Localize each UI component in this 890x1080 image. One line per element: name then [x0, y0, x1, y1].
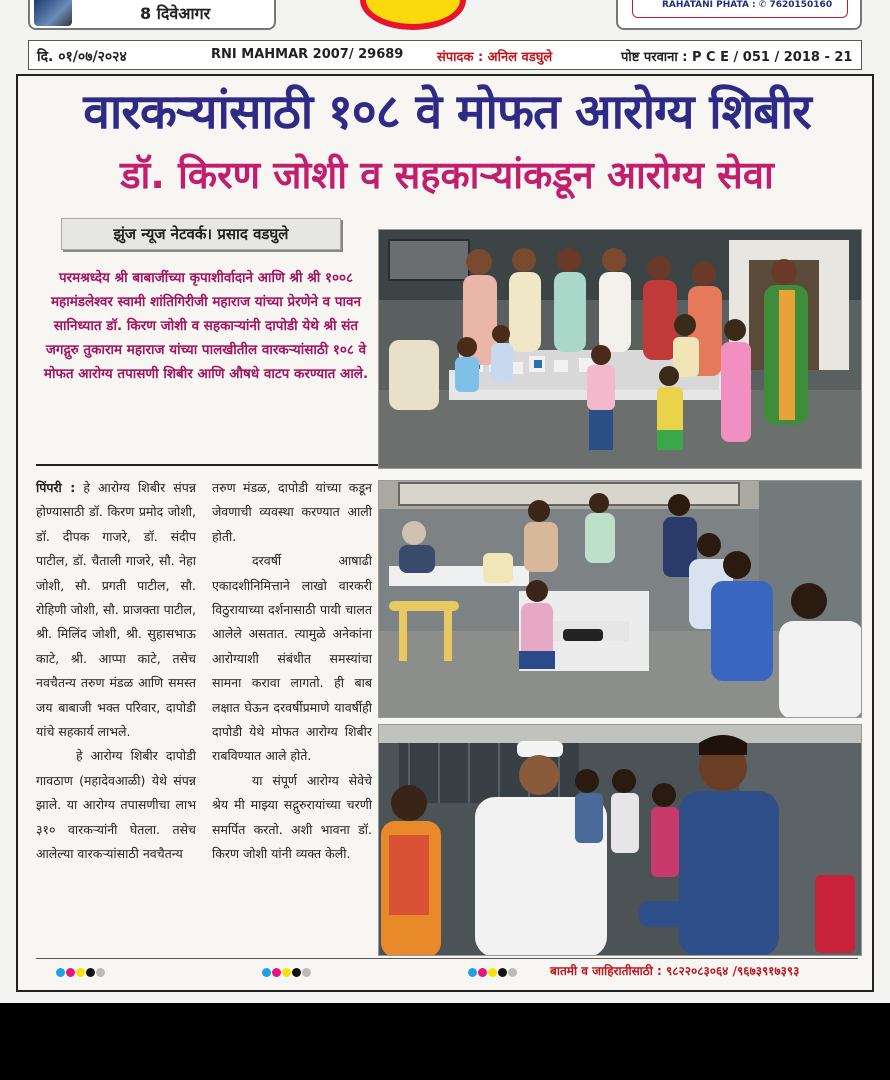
registration-dot	[488, 968, 497, 977]
column-1-paragraph-2: हे आरोग्य शिबीर दापोडी गावठाण (महादेवआळी) येथे संपन्न झाले. या आरोग्य तपासणीचा लाभ ३१० वारकऱ्यांनी घेतला. तसेच आलेल्या वारकऱ्यांसाठी नवचैतन्य	[36, 748, 196, 862]
photo-doctors-checkup	[378, 480, 862, 718]
photo-patient-consultation	[378, 724, 862, 956]
registration-marks-3	[468, 966, 518, 980]
dateline-bar	[28, 40, 862, 70]
registration-dot	[66, 968, 75, 977]
column-1-text-1: हे आरोग्य शिबीर संपन्न होण्यासाठी डॉ. किरण प्रमोद जोशी, डॉ. दीपक गाजरे, डॉ. संदीप पाटील, डॉ. चैताली गाजरे, सौ. नेहा जोशी, सौ. प्रगती पाटील, सौ. रोहिणी जोशी, सौ. प्राजक्ता पाटील, श्री. मिलिंद जोशी, श्री. सुहासभाऊ काटे, श्री. आप्पा काटे, तसेच नवचैतन्य तरुण मंडळ आणि समस्त जय बाबाजी भक्त परिवार, दापोडी यांचे सहकार्य लाभले.	[36, 480, 196, 740]
registration-dot	[262, 968, 271, 977]
masthead	[0, 0, 890, 40]
article-frame	[16, 74, 874, 992]
registration-dot	[76, 968, 85, 977]
newspaper-logo	[360, 0, 466, 30]
registration-dot	[282, 968, 291, 977]
article-headline: वारकऱ्यांसाठी १०८ वे मोफत आरोग्य शिबीर	[83, 84, 811, 140]
article-subheadline: डॉ. किरण जोशी व सहकाऱ्यांकडून आरोग्य सेवा	[120, 153, 774, 197]
bottom-rule	[36, 958, 858, 959]
rni-number: RNI MAHMAR 2007/ 29689	[211, 47, 404, 62]
registration-dot	[96, 968, 105, 977]
news-ad-contact: बातमी व जाहिरातीसाठी : ९८२२०८३०६४ /९६७३९१७३९३	[550, 964, 800, 978]
registration-dot	[292, 968, 301, 977]
photo-group-volunteers	[378, 229, 862, 469]
registration-dot	[468, 968, 477, 977]
registration-dot	[86, 968, 95, 977]
divider-rule	[36, 464, 378, 466]
masthead-left-box	[28, 0, 276, 30]
text-column-1	[36, 476, 196, 867]
registration-marks-2	[262, 966, 312, 980]
registration-marks-1	[56, 966, 106, 980]
registration-dot	[478, 968, 487, 977]
group-photo-image	[379, 230, 862, 469]
column-2-paragraph-1: तरुण मंडळ, दापोडी यांच्या कडून जेवणाची व्यवस्था करण्यात आली होती.	[212, 480, 372, 544]
registration-dot	[56, 968, 65, 977]
postal-license: पोष्ट परवाना : P C E / 051 / 2018 - 21	[621, 50, 853, 65]
masthead-thumbnail	[34, 0, 72, 26]
dateline-lead: पिंपरी :	[36, 480, 76, 495]
article-byline: झुंज न्यूज नेटवर्क। प्रसाद वडघुले	[61, 218, 341, 250]
registration-dot	[508, 968, 517, 977]
masthead-contact: RAHATANI PHATA : ✆ 7620150160	[662, 0, 833, 10]
column-2-paragraph-3: या संपूर्ण आरोग्य सेवेचे श्रेय मी माझ्या सद्गुरुरायांच्या चरणी समर्पित करतो. अशी भावना डॉ. किरण जोशी यांनी व्यक्त केली.	[212, 772, 372, 862]
article-intro: परमश्रध्देय श्री बाबाजींच्या कृपाशीर्वादाने आणि श्री श्री १००८ महामंडलेश्वर स्वामी शांतिगिरीजी महाराज यांच्या प्रेरणेने व पावन सानिध्यात डॉ. किरण जोशी व सहकाऱ्यांनी दापोडी येथे श्री संत जगद्गुरु तुकाराम महाराज यांच्या पालखीतील वारकऱ्यांसाठी १०८ वे मोफत आरोग्य तपासणी शिबीर आणि औषधे वाटप करण्यात आले.	[43, 270, 369, 382]
issue-date: दि. ०१/०७/२०२४	[37, 49, 127, 65]
doctors-photo-image	[379, 481, 862, 718]
column-2-paragraph-2: दरवर्षी आषाढी एकादशीनिमित्ताने लाखो वारकरी विठुरायाच्या दर्शनासाठी पायी चालत आलेले असतात. त्यामुळे अनेकांना आरोग्याशी संबंधीत समस्यांचा सामना करावा लागतो. ही बाब लक्षात घेऊन दरवर्षीप्रमाणे यावर्षीही दापोडी येथे मोफत आरोग्य शिबीर राबविण्यात आले होते.	[212, 553, 372, 764]
column-1-paragraph-1	[36, 476, 196, 744]
consultation-photo-image	[379, 725, 862, 956]
text-column-2	[212, 476, 372, 867]
editor-name: संपादक : अनिल वडघुले	[437, 50, 553, 65]
registration-dot	[272, 968, 281, 977]
registration-dot	[498, 968, 507, 977]
masthead-day-label: 8 दिवेआगर	[140, 4, 211, 23]
registration-dot	[302, 968, 311, 977]
